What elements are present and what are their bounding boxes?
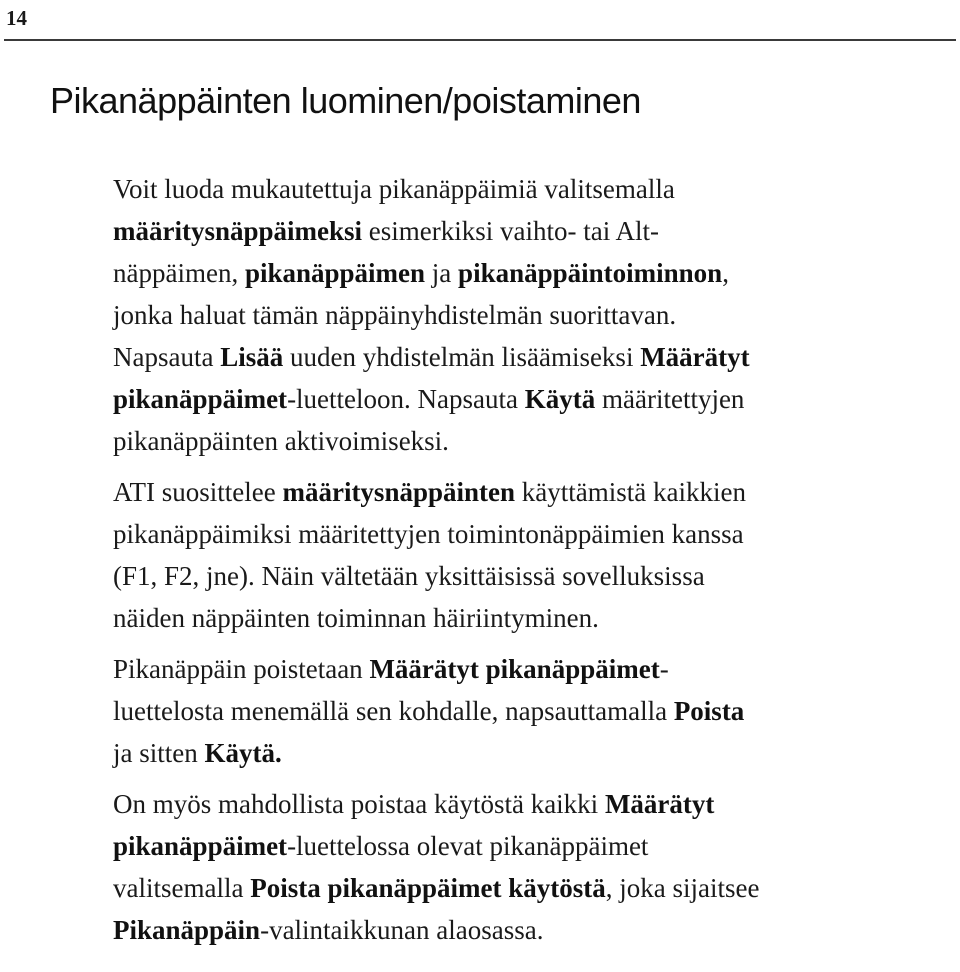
text-run: näiden näppäinten toiminnan häiriintyminen. [113,603,599,633]
text-run: esimerkiksi vaihto- tai Alt- [362,216,659,246]
paragraph [113,168,943,462]
bold-term: pikanäppäimet [113,831,288,861]
bold-term: Määrätyt pikanäppäimet [369,654,660,684]
paragraph [113,471,943,639]
bold-term: Pikanäppäin [113,915,261,945]
bold-term: pikanäppäimet [113,384,288,414]
bold-term: Käytä [524,384,596,414]
page-header [0,0,960,44]
bold-term: pikanäppäimen [244,258,426,288]
text-run: näppäimen, [113,258,245,288]
text-run: Napsauta [113,342,221,372]
text-run: pikanäppäimiksi määritettyjen toimintonäppäimien kanssa [113,519,744,549]
text-run: uuden yhdistelmän lisäämiseksi [283,342,641,372]
body-text [113,168,943,951]
bold-term: Lisää [220,342,284,372]
text-run: , [722,258,729,288]
text-run: On myös mahdollista poistaa käytöstä kaikki [113,789,605,819]
text-run: jonka haluat tämän näppäinyhdistelmän suorittavan. [113,300,677,330]
bold-term: pikanäppäintoiminnon [458,258,723,288]
bold-term: Poista [673,696,745,726]
text-run: ATI suosittelee [113,477,283,507]
text-run: , joka sijaitsee [605,873,760,903]
page-number: 14 [6,6,27,30]
text-run: valitsemalla [113,873,251,903]
text-run: Voit luoda mukautettuja pikanäppäimiä valitsemalla [113,174,675,204]
bold-term: Määrätyt [640,342,750,372]
text-run: - [659,654,669,684]
bold-term: Määrätyt [604,789,715,819]
paragraph [113,783,943,951]
bold-term: määritysnäppäinten [282,477,516,507]
paragraph [113,648,943,774]
text-run: pikanäppäinten aktivoimiseksi. [113,426,449,456]
bold-term: Poista pikanäppäimet käytöstä [250,873,606,903]
text-run: (F1, F2, jne). Näin vältetään yksittäisissä sovelluksissa [113,561,705,591]
text-run: määritettyjen [595,384,745,414]
text-run: -luettelossa olevat pikanäppäimet [287,831,649,861]
text-run: Pikanäppäin poistetaan [113,654,370,684]
text-run: -luetteloon. Napsauta [287,384,525,414]
page-title: Pikanäppäinten luominen/poistaminen [50,80,641,121]
bold-term: määritysnäppäimeksi [113,216,363,246]
text-run: ja sitten [113,738,205,768]
text-run: ja [425,258,459,288]
text-run: -valintaikkunan alaosassa. [260,915,544,945]
header-rule [4,39,956,41]
text-run: käyttämistä kaikkien [515,477,746,507]
bold-term: Käytä. [204,738,282,768]
text-run: luettelosta menemällä sen kohdalle, napsauttamalla [113,696,674,726]
